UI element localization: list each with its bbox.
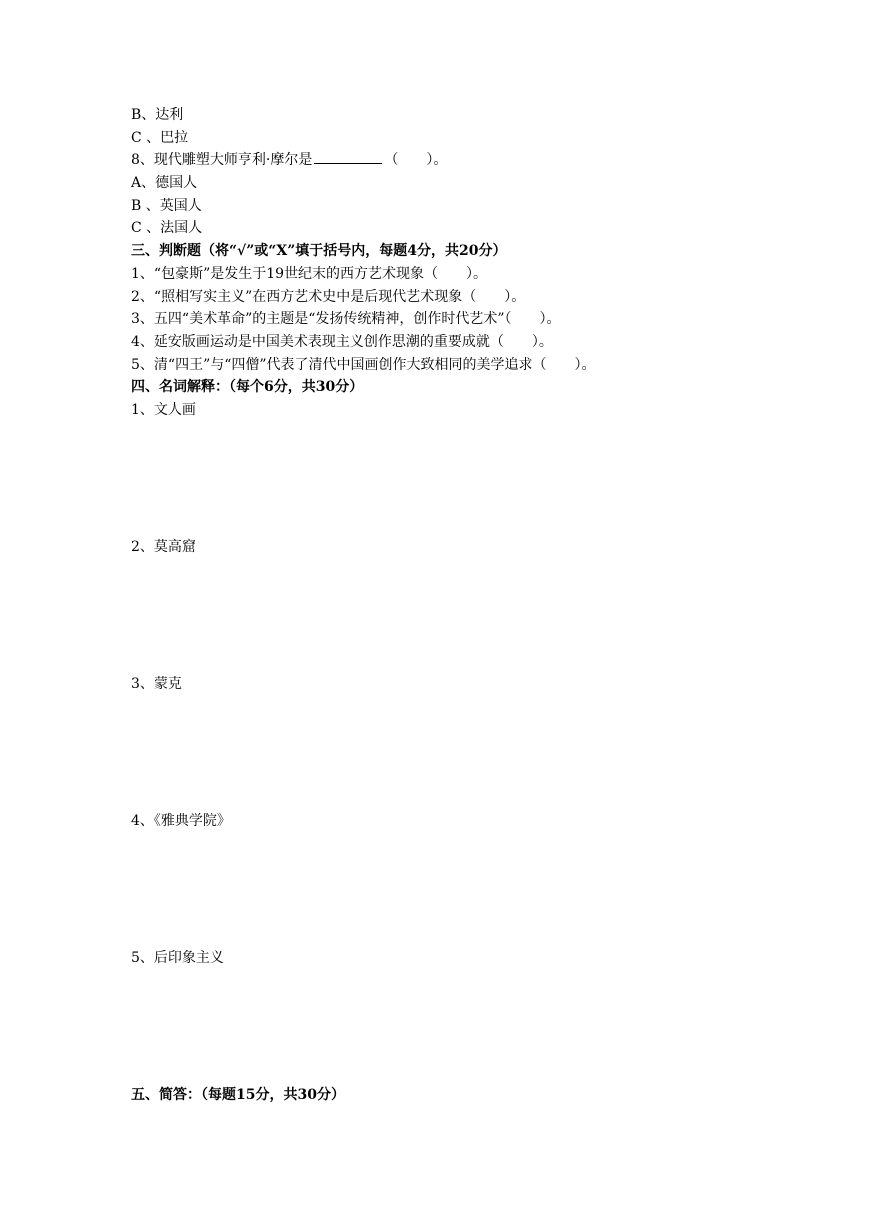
judgment-item-2: 2、“照相写实主义”在西方艺术史中是后现代艺术现象（ ）。: [131, 288, 526, 305]
judgment-item-3: 3、五四“美术革命”的主题是“发扬传统精神，创作时代艺术”（ ）。: [131, 311, 561, 328]
q8-stem-paren: （ ）。: [384, 152, 448, 169]
q7-option-b: B、达利: [131, 107, 184, 123]
exam-page: [131, 104, 751, 1084]
section3-heading: 三、判断题（将“√”或“X”填于括号内，每题4分，共20分）: [131, 243, 507, 260]
q7-option-c: C 、巴拉: [131, 129, 189, 146]
term-item-1: 1、文人画: [131, 401, 196, 418]
judgment-item-4: 4、延安版画运动是中国美术表现主义创作思潮的重要成就（ ）。: [131, 333, 553, 350]
q8-answer-blank: [314, 149, 382, 164]
q8-option-c: C 、法国人: [131, 220, 203, 237]
section5-heading: 五、简答：（每题15分，共30分）: [131, 1087, 345, 1103]
q8-stem: [131, 149, 751, 172]
judgment-item-1: 1、“包豪斯”是发生于19世纪末的西方艺术现象（ ）。: [131, 265, 488, 282]
term-item-3: 3、蒙克: [131, 675, 182, 692]
term-item-5: 5、后印象主义: [131, 949, 224, 966]
section4-heading: 四、名词解释：（每个6分，共30分）: [131, 379, 364, 396]
term-item-2: 2、莫高窟: [131, 538, 196, 555]
q8-option-b: B 、英国人: [131, 197, 202, 214]
term-item-4: 4、《雅典学院》: [131, 812, 231, 829]
q8-stem-text: 8、现代雕塑大师亨利·摩尔是: [131, 152, 313, 169]
judgment-item-5: 5、清“四王”与“四僧”代表了清代中国画创作大致相同的美学追求（ ）。: [131, 356, 596, 373]
q8-option-a: A、德国人: [131, 175, 198, 192]
